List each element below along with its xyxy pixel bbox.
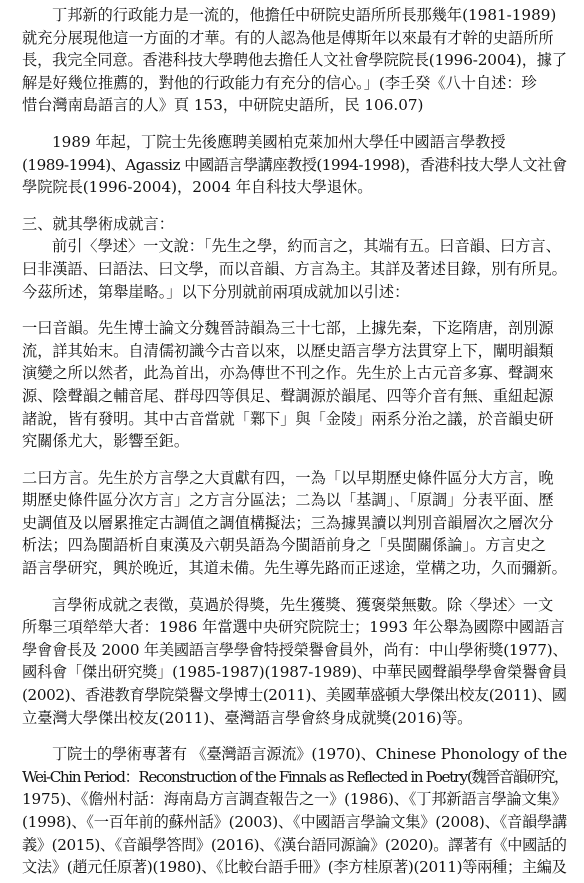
text-line: 一曰音韻。先生博士論文分魏晉詩韻為三十七部，上據先秦，下迄隋唐，剖別源 bbox=[22, 319, 554, 338]
paragraph-phonology bbox=[22, 317, 567, 453]
text-line: 言學術成就之表徵，莫過於得獎，先生獲獎、獲褒榮無數。除〈學述〉一文 bbox=[52, 595, 554, 614]
text-line: 惜台灣南島語言的人》頁 153，中研院史語所，民 106.07) bbox=[22, 96, 424, 115]
text-line: 期歷史條件區分次方言」之方言分區法；二為以「基調」、「原調」分表平面、歷 bbox=[22, 491, 554, 510]
text-line: 三、就其學術成就言： bbox=[22, 214, 174, 233]
text-line: 流，詳其始末。自清儒初識今古音以來，以歷史語言學方法貫穿上下，闡明韻類 bbox=[22, 341, 554, 360]
text-line: 諸說，皆有發明。其中古音當就「鄴下」與「金陵」兩系分治之議，於音韻史研 bbox=[22, 409, 554, 428]
paragraph-publications bbox=[22, 743, 567, 879]
text-line: 析法；四為閩語析自東漢及六朝吳語為今閩語前身之「吳閩關係論」。方言史之 bbox=[22, 536, 546, 555]
text-line: 國科會「傑出研究獎」(1985-1987)(1987-1989)、中華民國聲韻學學會榮譽會員 bbox=[22, 663, 568, 682]
paragraph-dialects bbox=[22, 467, 567, 580]
text-line: 源、陰聲韻之輔音尾、群母四等俱足、聲調源於韻尾、四等介音有無、重紐起源 bbox=[22, 386, 554, 405]
text-line: 1989 年起，丁院士先後應聘美國柏克萊加州大學任中國語言學教授 bbox=[52, 132, 506, 151]
text-line: 義》(2015)、《音韻學答問》(2016)、《漢台語同源論》(2020)。譯著有《中國話的 bbox=[22, 835, 567, 854]
text-line: 就充分展現他這一方面的才華。有的人認為他是傅斯年以來最有才幹的史語所所 bbox=[22, 28, 554, 47]
text-line: 所舉三項犖犖大者：1986 年當選中央研究院院士；1993 年公舉為國際中國語言 bbox=[22, 618, 565, 637]
text-line: 曰非漢語、曰語法、曰文學，而以音韻、方言為主。其詳及著述目錄，別有所見。 bbox=[22, 259, 567, 278]
text-line: 學院院長(1996-2004)，2004 年自科技大學退休。 bbox=[22, 178, 373, 197]
document-page bbox=[22, 4, 567, 879]
text-line: 究關係尤大，影響至鉅。 bbox=[22, 432, 190, 451]
section-academic-achievements bbox=[22, 213, 567, 303]
paragraph-career bbox=[22, 131, 567, 199]
text-line: 立臺灣大學傑出校友(2011)、臺灣語言學會終身成就獎(2016)等。 bbox=[22, 708, 473, 727]
paragraph-quote-admin bbox=[22, 4, 567, 117]
text-line: 演變之所以然者，此為首出，亦為傳世不刊之作。先生於上古元音多寡、聲調來 bbox=[22, 364, 554, 383]
text-line: Wei-Chin Period：Reconstruction of the Finnals as Reflected in Poetry(魏晉音韻研究， bbox=[22, 767, 568, 786]
paragraph-intro-quote bbox=[22, 235, 567, 303]
text-line: (2002)、香港教育學院榮譽文學博士(2011)、美國華盛頓大學傑出校友(2011)、國 bbox=[22, 686, 567, 705]
section-heading bbox=[22, 213, 567, 236]
text-line: 前引〈學述〉一文說：「先生之學，約而言之，其端有五。曰音韻、曰方言、 bbox=[52, 237, 561, 256]
text-line: 語言學研究，興於晚近，其道未備。先生導先路而正逑途，堂構之功，久而彌新。 bbox=[22, 559, 567, 578]
text-line: (1989-1994)、Agassiz 中國語言學講座教授(1994-1998)，香港科技大學人文社會 bbox=[22, 155, 567, 174]
paragraph-awards bbox=[22, 594, 567, 730]
text-line: 1975)、《儋州村話：海南島方言調查報告之一》(1986)、《丁邦新語言學論文集》 bbox=[22, 790, 567, 809]
text-line: 解是好幾位推薦的，對他的行政能力有充分的信心。」(李壬癸《八十自述：珍 bbox=[22, 73, 537, 92]
text-line: 丁邦新的行政能力是一流的，他擔任中研院史語所所長那幾年(1981-1989) bbox=[52, 6, 557, 24]
text-line: 學會會長及 2000 年美國語言學學會特授榮譽會員外，尚有：中山學術獎(1977)、 bbox=[22, 640, 568, 659]
text-line: 丁院士的學術專著有 《臺灣語言源流》(1970)、Chinese Phonology of the bbox=[52, 745, 568, 764]
text-line: 長，我完全同意。香港科技大學聘他去擔任人文社會學院院長(1996-2004)，據了 bbox=[22, 51, 567, 70]
text-line: 史調值及以層累推定古調值之調值構擬法；三為據異讀以判別音韻層次之層次分 bbox=[22, 513, 554, 532]
text-line: 文法》(趙元任原著)(1980)、《比較台語手冊》(李方桂原著)(2011)等兩種；主編及 bbox=[22, 858, 567, 877]
text-line: 二曰方言。先生於方言學之大貢獻有四，一為「以早期歷史條件區分大方言，晚 bbox=[22, 468, 554, 487]
text-line: (1998)、《一百年前的蘇州話》(2003)、《中國語言學論文集》(2008)、《音韻學講 bbox=[22, 813, 567, 831]
text-line: 今茲所述，第舉崖略。」以下分別就前兩項成就加以引述： bbox=[22, 282, 410, 301]
